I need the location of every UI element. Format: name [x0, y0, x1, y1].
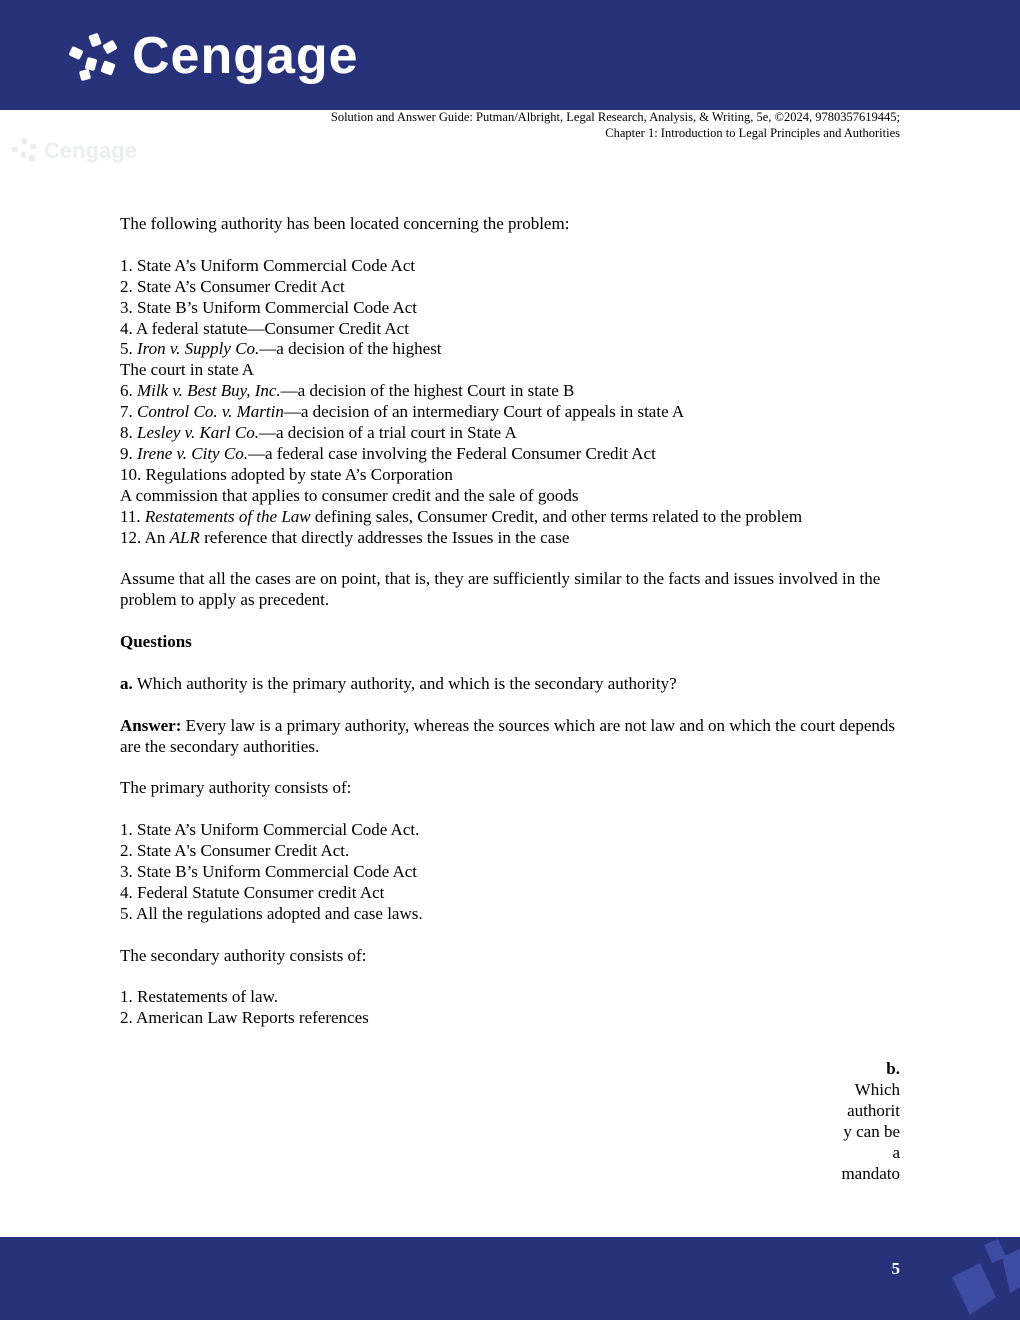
page-number: 5 — [891, 1259, 900, 1278]
case-name: Milk v. Best Buy, Inc. — [137, 381, 281, 401]
document-body — [120, 214, 900, 1029]
authority-item: 6. Milk v. Best Buy, Inc.—a decision of the highest Court in state B — [120, 381, 575, 401]
primary-heading: The primary authority consists of: — [120, 778, 352, 798]
authority-item: 9. Irene v. City Co.—a federal case involving the Federal Consumer Credit Act — [120, 443, 656, 463]
authority-item: 1. State A’s Uniform Commercial Code Act — [120, 255, 416, 275]
cengage-mark-icon — [66, 28, 126, 84]
watermark-mark-icon — [10, 136, 40, 166]
assumption-paragraph: Assume that all the cases are on point, that is, they are sufficiently similar to the facts and issues involved in the problem to apply as precedent. — [120, 569, 881, 610]
source-title: ALR — [169, 527, 200, 547]
list-item: 5. All the regulations adopted and case laws. — [120, 903, 423, 923]
running-header — [331, 109, 900, 141]
question-label: b. — [886, 1059, 900, 1078]
authority-item: 5. Iron v. Supply Co.—a decision of the highest — [120, 339, 442, 359]
question-a: a. Which authority is the primary authority, and which is the secondary authority? — [120, 673, 677, 693]
authority-item-continuation: The court in state A — [120, 360, 255, 380]
question-b — [820, 1058, 900, 1184]
secondary-list — [120, 987, 900, 1029]
case-name: Irene v. City Co. — [137, 443, 248, 463]
watermark-logo — [10, 136, 137, 166]
source-title: Restatements of the Law — [144, 506, 311, 526]
question-b-line: authorit — [847, 1101, 900, 1120]
cengage-corner-icon — [950, 1237, 1020, 1320]
case-name: Lesley v. Karl Co. — [137, 423, 259, 443]
authority-item: 7. Control Co. v. Martin—a decision of an intermediary Court of appeals in state A — [120, 402, 685, 422]
authority-item: 2. State A’s Consumer Credit Act — [120, 276, 345, 296]
authority-item: 3. State B’s Uniform Commercial Code Act — [120, 297, 417, 317]
case-name: Iron v. Supply Co. — [137, 339, 260, 359]
footer-banner — [0, 1237, 1020, 1320]
secondary-heading: The secondary authority consists of: — [120, 945, 367, 965]
cengage-logo — [66, 28, 359, 84]
question-b-line: a — [892, 1143, 900, 1162]
list-item: 1. State A’s Uniform Commercial Code Act. — [120, 820, 420, 840]
authority-item: 11. Restatements of the Law defining sales, Consumer Credit, and other terms related to the problem — [120, 506, 803, 526]
list-item: 2. State A's Consumer Credit Act. — [120, 841, 350, 861]
header-line-2: Chapter 1: Introduction to Legal Principles and Authorities — [605, 126, 900, 140]
logo-wordmark: Cengage — [132, 27, 359, 85]
question-b-line: y can be — [843, 1122, 900, 1141]
header-line-1: Solution and Answer Guide: Putman/Albright, Legal Research, Analysis, & Writing, 5e, ©2024, 9780357619445; — [330, 110, 900, 124]
questions-heading: Questions — [120, 632, 192, 652]
list-item: 1. Restatements of law. — [120, 987, 278, 1007]
top-banner — [0, 0, 1020, 110]
list-item: 3. State B’s Uniform Commercial Code Act — [120, 861, 417, 881]
question-label: a. — [120, 673, 133, 693]
answer-label: Answer: — [120, 715, 182, 735]
intro-text: The following authority has been located concerning the problem: — [120, 214, 570, 233]
primary-list — [120, 820, 900, 925]
authority-item: 12. An ALR reference that directly addresses the Issues in the case — [120, 527, 570, 547]
question-b-line: Which — [854, 1080, 900, 1099]
authority-item: 4. A federal statute—Consumer Credit Act — [120, 318, 409, 338]
list-item: 4. Federal Statute Consumer credit Act — [120, 882, 385, 902]
authority-item-continuation: A commission that applies to consumer credit and the sale of goods — [120, 485, 579, 505]
authority-item: 10. Regulations adopted by state A’s Corporation — [120, 464, 453, 484]
authority-item: 8. Lesley v. Karl Co.—a decision of a trial court in State A — [120, 423, 517, 443]
question-b-line: mandato — [841, 1164, 900, 1183]
authority-list — [120, 256, 900, 549]
watermark-wordmark: Cengage — [44, 138, 137, 163]
case-name: Control Co. v. Martin — [137, 402, 284, 422]
list-item: 2. American Law Reports references — [120, 1008, 369, 1028]
answer-paragraph: Answer: Every law is a primary authority, whereas the sources which are not law and on which the court depends are the secondary authorities. — [120, 715, 896, 756]
